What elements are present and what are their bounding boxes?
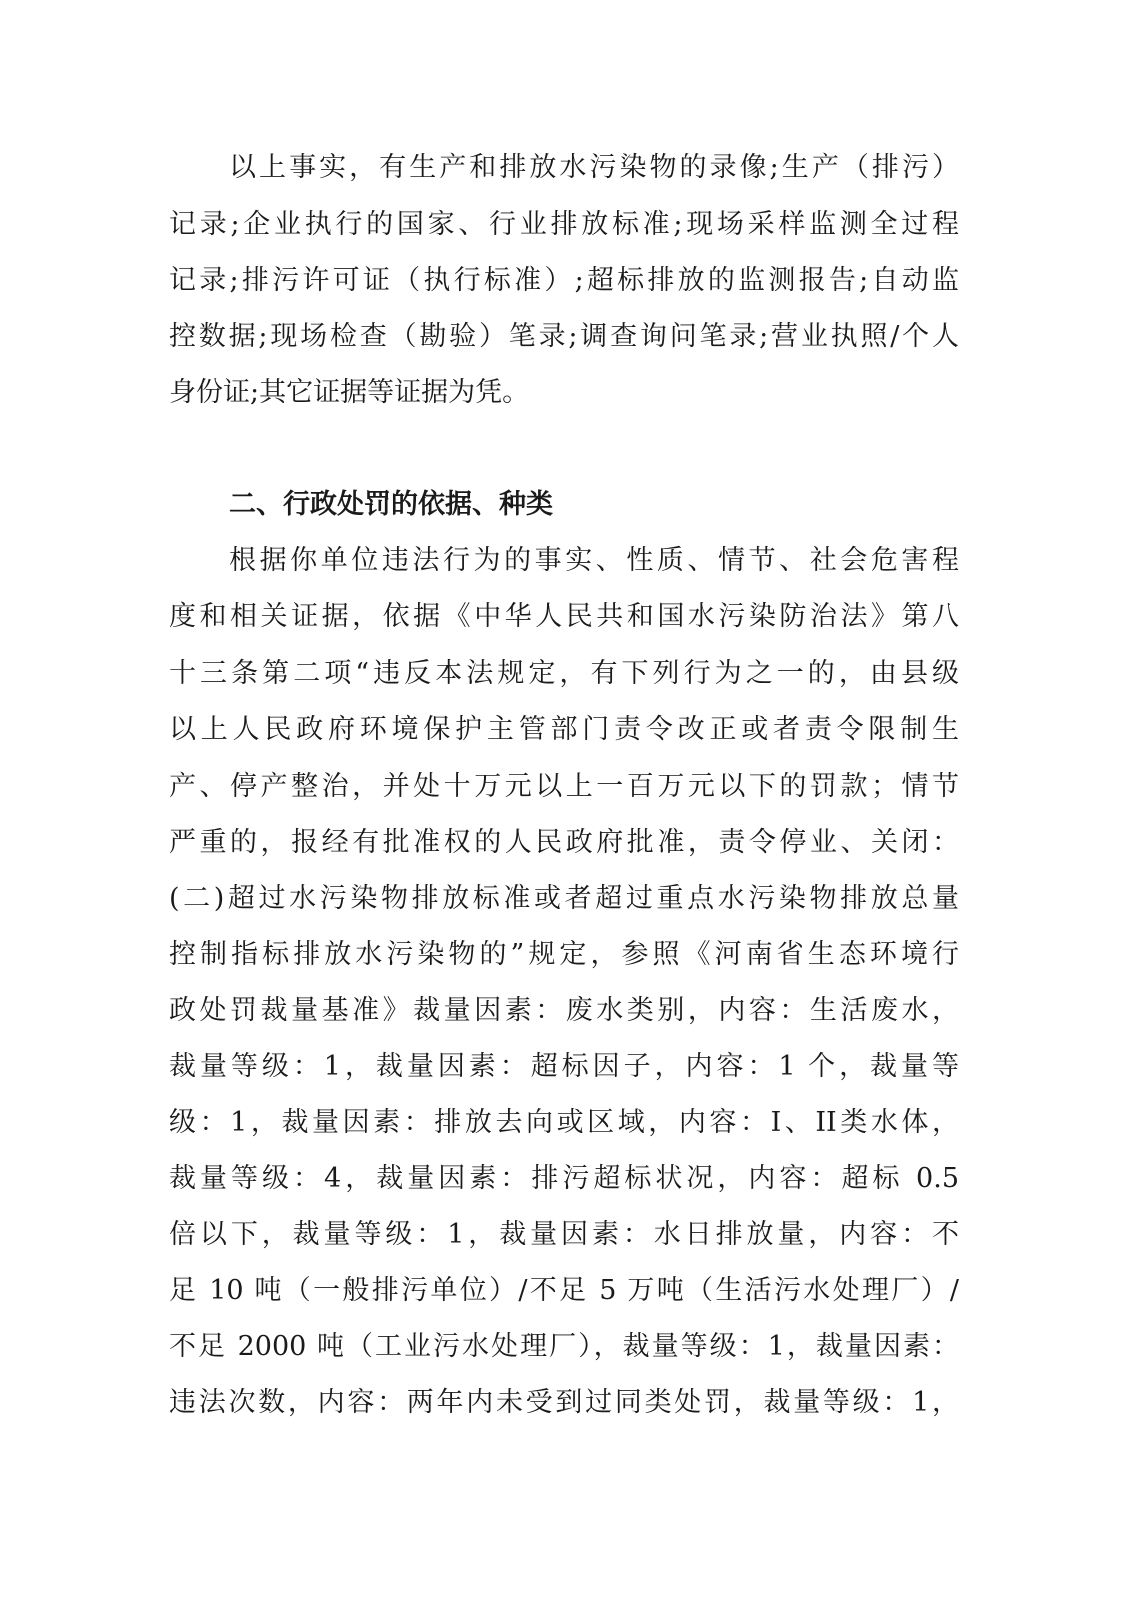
paragraph-line: 级：1，裁量因素：排放去向或区域，内容：I、II类水体， (169, 1107, 959, 1138)
paragraph-line: 以上人民政府环境保护主管部门责令改正或者责令限制生 (169, 714, 959, 745)
paragraph-line: 严重的，报经有批准权的人民政府批准，责令停业、关闭： (169, 827, 959, 858)
paragraph-line: (二)超过水污染物排放标准或者超过重点水污染物排放总量 (169, 883, 959, 914)
paragraph-line: 十三条第二项“违反本法规定，有下列行为之一的，由县级 (169, 658, 959, 689)
paragraph-line: 记录;企业执行的国家、行业排放标准;现场采样监测全过程 (169, 209, 959, 240)
paragraph-line: 根据你单位违法行为的事实、性质、情节、社会危害程 (229, 545, 959, 576)
paragraph-line: 身份证;其它证据等证据为凭。 (169, 377, 530, 408)
paragraph-line: 裁量等级：4，裁量因素：排污超标状况，内容：超标 0.5 (169, 1163, 959, 1194)
section-heading: 二、行政处罚的依据、种类 (229, 489, 553, 520)
paragraph-line: 以上事实，有生产和排放水污染物的录像;生产（排污） (229, 152, 959, 183)
paragraph-line: 控数据;现场检查（勘验）笔录;调查询问笔录;营业执照/个人 (169, 321, 959, 352)
paragraph-line: 记录;排污许可证（执行标准）;超标排放的监测报告;自动监 (169, 265, 959, 296)
paragraph-line: 控制指标排放水污染物的”规定，参照《河南省生态环境行 (169, 939, 959, 970)
paragraph-line: 裁量等级：1，裁量因素：超标因子，内容：1 个，裁量等 (169, 1051, 959, 1082)
paragraph-line: 度和相关证据，依据《中华人民共和国水污染防治法》第八 (169, 601, 959, 632)
paragraph-line: 违法次数，内容：两年内未受到过同类处罚，裁量等级：1， (169, 1387, 959, 1418)
paragraph-line: 足 10 吨（一般排污单位）/不足 5 万吨（生活污水处理厂）/ (169, 1275, 959, 1306)
paragraph-line: 倍以下，裁量等级：1，裁量因素：水日排放量，内容：不 (169, 1219, 959, 1250)
paragraph-line: 不足 2000 吨（工业污水处理厂），裁量等级：1，裁量因素： (169, 1331, 959, 1362)
paragraph-line: 政处罚裁量基准》裁量因素：废水类别，内容：生活废水， (169, 995, 959, 1026)
paragraph-line: 产、停产整治，并处十万元以上一百万元以下的罚款；情节 (169, 771, 959, 802)
